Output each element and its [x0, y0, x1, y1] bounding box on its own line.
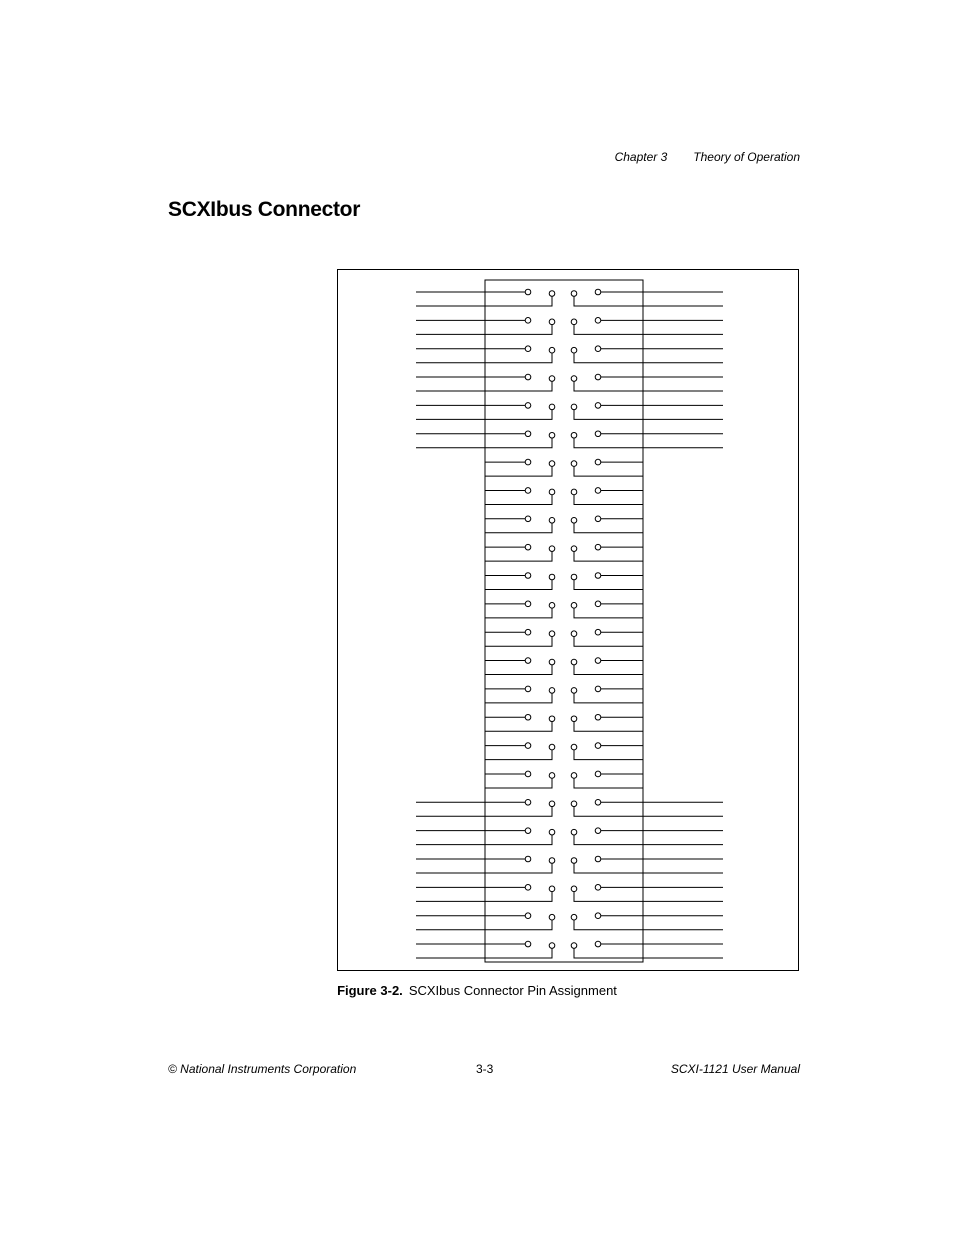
page-header — [615, 150, 800, 164]
chapter-label: Chapter 3 — [614, 150, 668, 164]
pin-b — [549, 376, 555, 382]
pin-a — [525, 573, 531, 579]
pin-a — [525, 828, 531, 834]
pin-lead-left-bottom — [485, 750, 552, 760]
pin-c — [571, 376, 577, 382]
pin-lead-right-bottom — [574, 693, 643, 703]
pin-lead-left-bottom — [485, 778, 552, 788]
pin-a — [525, 743, 531, 749]
pin-lead-left-bottom — [416, 353, 552, 363]
section-title: SCXIbus Connector — [168, 198, 361, 221]
figure-caption-label: Figure 3-2. — [337, 983, 403, 998]
pin-lead-right-bottom — [574, 466, 643, 476]
pin-lead-right-bottom — [574, 580, 643, 590]
pin-d — [595, 516, 601, 522]
pin-b — [549, 319, 555, 325]
pin-lead-left-bottom — [416, 381, 552, 391]
pin-lead-left-bottom — [485, 636, 552, 646]
pin-lead-right-bottom — [574, 636, 643, 646]
pin-d — [595, 459, 601, 465]
pin-a — [525, 629, 531, 635]
pin-c — [571, 744, 577, 750]
pin-a — [525, 714, 531, 720]
pin-a — [525, 686, 531, 692]
pin-a — [525, 488, 531, 494]
pin-d — [595, 658, 601, 664]
pin-c — [571, 773, 577, 779]
pin-b — [549, 489, 555, 495]
pin-b — [549, 404, 555, 410]
footer-page-number: 3-3 — [476, 1062, 494, 1076]
pin-lead-right-bottom — [574, 438, 723, 448]
pin-b — [549, 432, 555, 438]
pin-lead-right-bottom — [574, 920, 723, 930]
footer-copyright: © National Instruments Corporation — [168, 1062, 357, 1076]
connector-body — [485, 280, 643, 962]
pin-b — [549, 461, 555, 467]
pin-lead-left-bottom — [485, 608, 552, 618]
pin-a — [525, 431, 531, 437]
pin-c — [571, 914, 577, 920]
pin-lead-left-bottom — [416, 296, 552, 306]
pin-lead-left-bottom — [416, 835, 552, 845]
connector-figure — [337, 269, 799, 971]
connector-diagram — [338, 270, 800, 972]
pin-lead-right-bottom — [574, 665, 643, 675]
pin-a — [525, 601, 531, 607]
pin-b — [549, 858, 555, 864]
pin-lead-right-bottom — [574, 608, 643, 618]
pin-a — [525, 856, 531, 862]
pin-d — [595, 573, 601, 579]
pin-c — [571, 858, 577, 864]
pin-a — [525, 403, 531, 409]
pin-lead-right-bottom — [574, 778, 643, 788]
pin-c — [571, 716, 577, 722]
pin-a — [525, 374, 531, 380]
pin-lead-left-bottom — [416, 409, 552, 419]
pin-lead-right-bottom — [574, 324, 723, 334]
pin-b — [549, 943, 555, 949]
pin-lead-left-bottom — [485, 551, 552, 561]
pin-b — [549, 773, 555, 779]
pin-c — [571, 546, 577, 552]
pin-c — [571, 291, 577, 297]
pin-b — [549, 518, 555, 524]
pin-c — [571, 574, 577, 580]
pin-lead-left-bottom — [416, 920, 552, 930]
pin-a — [525, 913, 531, 919]
pin-lead-left-bottom — [485, 523, 552, 533]
pin-d — [595, 289, 601, 295]
pin-lead-left-bottom — [485, 665, 552, 675]
pin-c — [571, 688, 577, 694]
pin-a — [525, 516, 531, 522]
pin-c — [571, 603, 577, 609]
pin-a — [525, 771, 531, 777]
pin-d — [595, 941, 601, 947]
pin-b — [549, 688, 555, 694]
pin-a — [525, 544, 531, 550]
pin-a — [525, 346, 531, 352]
pin-b — [549, 631, 555, 637]
pin-b — [549, 347, 555, 353]
pin-d — [595, 403, 601, 409]
pin-c — [571, 461, 577, 467]
pin-lead-right-bottom — [574, 551, 643, 561]
pin-lead-left-bottom — [416, 438, 552, 448]
pin-a — [525, 885, 531, 891]
pin-b — [549, 574, 555, 580]
pin-d — [595, 374, 601, 380]
pin-d — [595, 686, 601, 692]
pin-lead-right-bottom — [574, 948, 723, 958]
pin-a — [525, 459, 531, 465]
pin-lead-left-bottom — [416, 863, 552, 873]
pin-b — [549, 659, 555, 665]
pin-d — [595, 885, 601, 891]
pin-lead-left-bottom — [485, 466, 552, 476]
pin-lead-right-bottom — [574, 296, 723, 306]
pin-a — [525, 941, 531, 947]
pin-c — [571, 631, 577, 637]
pin-lead-right-bottom — [574, 409, 723, 419]
pin-d — [595, 431, 601, 437]
pin-d — [595, 318, 601, 324]
pin-b — [549, 291, 555, 297]
figure-caption-text: SCXIbus Connector Pin Assignment — [408, 983, 617, 998]
pin-c — [571, 319, 577, 325]
pin-b — [549, 603, 555, 609]
pin-lead-right-bottom — [574, 353, 723, 363]
pin-b — [549, 886, 555, 892]
pin-lead-right-bottom — [574, 721, 643, 731]
pin-a — [525, 800, 531, 806]
pin-lead-right-bottom — [574, 523, 643, 533]
pin-lead-left-bottom — [416, 891, 552, 901]
pin-a — [525, 289, 531, 295]
section-label: Theory of Operation — [693, 150, 800, 164]
pin-d — [595, 856, 601, 862]
pin-b — [549, 801, 555, 807]
pin-lead-right-bottom — [574, 494, 643, 504]
pin-lead-left-bottom — [485, 580, 552, 590]
pin-b — [549, 744, 555, 750]
pin-lead-left-bottom — [485, 494, 552, 504]
pin-c — [571, 886, 577, 892]
pin-a — [525, 658, 531, 664]
pin-a — [525, 318, 531, 324]
pin-c — [571, 943, 577, 949]
pin-c — [571, 489, 577, 495]
pin-lead-right-bottom — [574, 835, 723, 845]
pin-c — [571, 347, 577, 353]
pin-d — [595, 771, 601, 777]
pin-d — [595, 601, 601, 607]
pin-d — [595, 913, 601, 919]
pin-d — [595, 828, 601, 834]
pin-d — [595, 629, 601, 635]
pin-d — [595, 800, 601, 806]
pin-d — [595, 346, 601, 352]
pin-d — [595, 743, 601, 749]
pin-b — [549, 914, 555, 920]
pin-c — [571, 829, 577, 835]
pin-d — [595, 714, 601, 720]
figure-caption — [0, 983, 954, 998]
pin-b — [549, 716, 555, 722]
pin-lead-left-bottom — [416, 806, 552, 816]
pin-c — [571, 404, 577, 410]
pin-c — [571, 518, 577, 524]
pin-lead-right-bottom — [574, 381, 723, 391]
pin-d — [595, 488, 601, 494]
pin-lead-right-bottom — [574, 863, 723, 873]
pin-c — [571, 432, 577, 438]
pin-lead-left-bottom — [485, 721, 552, 731]
pin-lead-left-bottom — [485, 693, 552, 703]
pin-lead-left-bottom — [416, 324, 552, 334]
footer-manual-title: SCXI-1121 User Manual — [670, 1062, 800, 1076]
pin-lead-left-bottom — [416, 948, 552, 958]
pin-lead-right-bottom — [574, 750, 643, 760]
pin-d — [595, 544, 601, 550]
pin-b — [549, 546, 555, 552]
pin-b — [549, 829, 555, 835]
pin-c — [571, 659, 577, 665]
pin-lead-right-bottom — [574, 806, 723, 816]
pin-lead-right-bottom — [574, 891, 723, 901]
pin-c — [571, 801, 577, 807]
